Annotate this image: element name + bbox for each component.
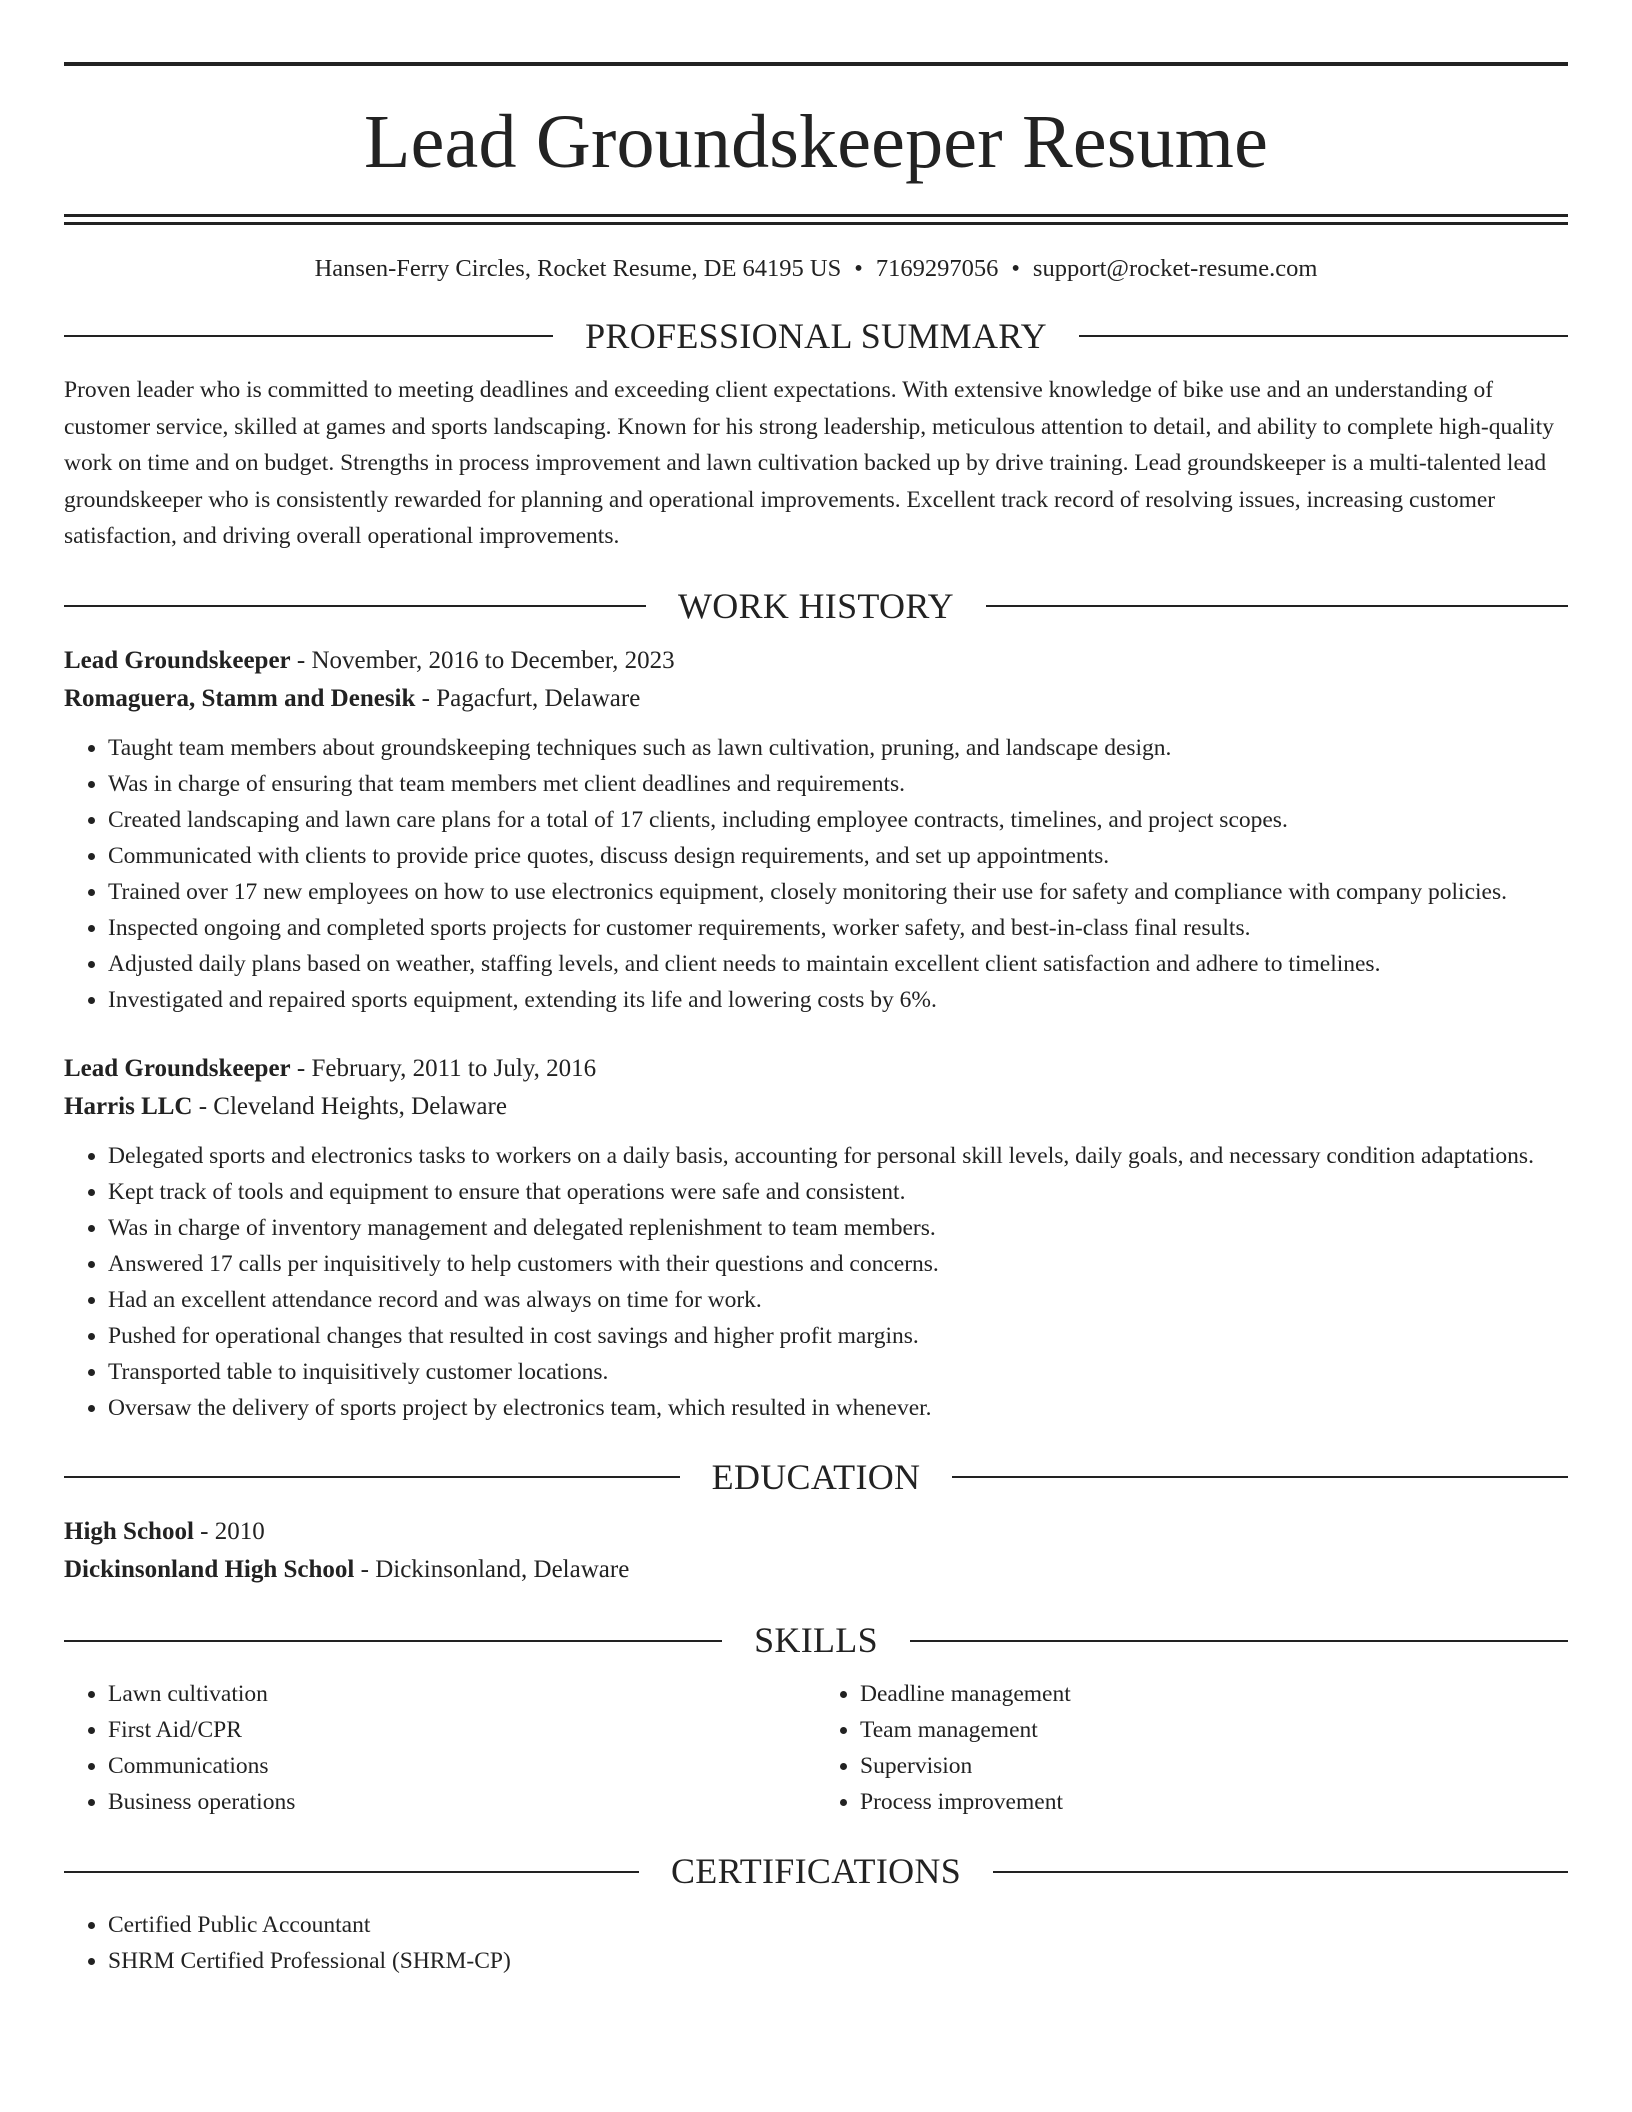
job-title-line <box>64 642 1568 680</box>
list-item: • Kept track of tools and equipment to ensure that operations were safe and consistent. <box>108 1174 1568 1210</box>
skills-list-right <box>816 1676 1568 1820</box>
section-header-summary <box>64 315 1568 358</box>
list-item: • Trained over 17 new employees on how to use electronics equipment, closely monitoring their use for safety and compliance with company policies. <box>108 874 1568 910</box>
skill-item: • Deadline management <box>860 1676 1568 1712</box>
job-location: - Pagacfurt, Delaware <box>415 684 641 712</box>
list-item: • Had an excellent attendance record and was always on time for work. <box>108 1282 1568 1318</box>
education-school: Dickinsonland High School <box>64 1555 355 1583</box>
section-header-skills <box>64 1619 1568 1662</box>
contact-line <box>64 253 1568 285</box>
section-header-education <box>64 1456 1568 1499</box>
divider <box>64 1640 722 1642</box>
job-company: Romaguera, Stamm and Denesik <box>64 684 416 712</box>
contact-phone: 7169297056 <box>875 255 999 282</box>
skills-grid <box>64 1676 1568 1820</box>
job-entry <box>64 1050 1568 1426</box>
education-degree-line <box>64 1513 1568 1551</box>
section-header-certifications <box>64 1850 1568 1893</box>
divider <box>64 1476 680 1478</box>
section-title-education: EDUCATION <box>711 1456 921 1497</box>
education-entry <box>64 1513 1568 1589</box>
divider <box>993 1871 1568 1873</box>
skill-item: • Supervision <box>860 1748 1568 1784</box>
section-title-work: WORK HISTORY <box>678 585 954 626</box>
certifications-list <box>64 1907 1568 1979</box>
job-company: Harris LLC <box>64 1092 193 1120</box>
list-item: • Was in charge of inventory management and delegated replenishment to team members. <box>108 1210 1568 1246</box>
job-entry <box>64 642 1568 1018</box>
title-double-rule <box>64 214 1568 225</box>
skill-item: • Lawn cultivation <box>108 1676 816 1712</box>
education-school-line <box>64 1551 1568 1589</box>
skill-item: • Communications <box>108 1748 816 1784</box>
list-item: • Adjusted daily plans based on weather, staffing levels, and client needs to maintain excellent client satisfaction and adhere to timelines. <box>108 946 1568 982</box>
skills-list-left <box>64 1676 816 1820</box>
section-title-summary: PROFESSIONAL SUMMARY <box>585 315 1047 356</box>
list-item: • Inspected ongoing and completed sports projects for customer requirements, worker safety, and best-in-class final results. <box>108 910 1568 946</box>
job-company-line <box>64 680 1568 718</box>
education-year: - 2010 <box>193 1517 265 1545</box>
divider <box>64 605 646 607</box>
skill-item: • Team management <box>860 1712 1568 1748</box>
list-item: • Answered 17 calls per inquisitively to help customers with their questions and concerns. <box>108 1246 1568 1282</box>
skill-item: • Business operations <box>108 1784 816 1820</box>
job-title: Lead Groundskeeper <box>64 646 291 674</box>
list-item: • Transported table to inquisitively customer locations. <box>108 1354 1568 1390</box>
top-rule <box>64 62 1568 66</box>
certification-item: • Certified Public Accountant <box>108 1907 1568 1943</box>
job-dates: - February, 2011 to July, 2016 <box>290 1054 597 1082</box>
skill-item: • Process improvement <box>860 1784 1568 1820</box>
divider <box>952 1476 1568 1478</box>
list-item: • Delegated sports and electronics tasks to workers on a daily basis, accounting for personal skill levels, daily goals, and necessary condition adaptations. <box>108 1138 1568 1174</box>
contact-separator: • <box>854 255 863 282</box>
divider <box>1079 335 1568 337</box>
certification-item: • SHRM Certified Professional (SHRM-CP) <box>108 1943 1568 1979</box>
job-bullets <box>64 1138 1568 1426</box>
list-item: • Pushed for operational changes that resulted in cost savings and higher profit margins. <box>108 1318 1568 1354</box>
divider <box>64 1871 639 1873</box>
job-location: - Cleveland Heights, Delaware <box>192 1092 507 1120</box>
list-item: • Communicated with clients to provide price quotes, discuss design requirements, and set up appointments. <box>108 838 1568 874</box>
job-title-line <box>64 1050 1568 1088</box>
resume-page <box>64 62 1568 1979</box>
job-bullets <box>64 730 1568 1018</box>
education-location: - Dickinsonland, Delaware <box>354 1555 630 1583</box>
divider <box>986 605 1568 607</box>
education-degree: High School <box>64 1517 194 1545</box>
list-item: • Was in charge of ensuring that team members met client deadlines and requirements. <box>108 766 1568 802</box>
divider <box>64 335 553 337</box>
job-title: Lead Groundskeeper <box>64 1054 291 1082</box>
list-item: • Oversaw the delivery of sports project by electronics team, which resulted in whenever. <box>108 1390 1568 1426</box>
section-title-skills: SKILLS <box>754 1619 878 1660</box>
section-title-certifications: CERTIFICATIONS <box>670 1851 962 1892</box>
contact-address: Hansen-Ferry Circles, Rocket Resume, DE 64195 US <box>314 255 842 282</box>
summary-text: Proven leader who is committed to meeting deadlines and exceeding client expectations. With extensive knowledge of bike use and an understanding of customer service, skilled at games and sports landscaping. Known for his strong leadership, meticulous attention to detail, and ability to complete high-quality work on time and on budget. Strengths in process improvement and lawn cultivation backed up by drive training. Lead groundskeeper is a multi-talented lead groundskeeper who is consistently rewarded for planning and operational improvements. Excellent track record of resolving issues, increasing customer satisfaction, and driving overall operational improvements. <box>64 377 1554 550</box>
job-dates: - November, 2016 to December, 2023 <box>290 646 675 674</box>
job-company-line <box>64 1088 1568 1126</box>
list-item: • Created landscaping and lawn care plans for a total of 17 clients, including employee contracts, timelines, and project scopes. <box>108 802 1568 838</box>
page-title: Lead Groundskeeper Resume <box>363 100 1268 184</box>
list-item: • Taught team members about groundskeeping techniques such as lawn cultivation, pruning, and landscape design. <box>108 730 1568 766</box>
contact-email: support@rocket-resume.com <box>1032 255 1318 282</box>
list-item: • Investigated and repaired sports equipment, extending its life and lowering costs by 6%. <box>108 982 1568 1018</box>
section-header-work <box>64 585 1568 628</box>
skill-item: • First Aid/CPR <box>108 1712 816 1748</box>
divider <box>910 1640 1568 1642</box>
contact-separator: • <box>1011 255 1020 282</box>
